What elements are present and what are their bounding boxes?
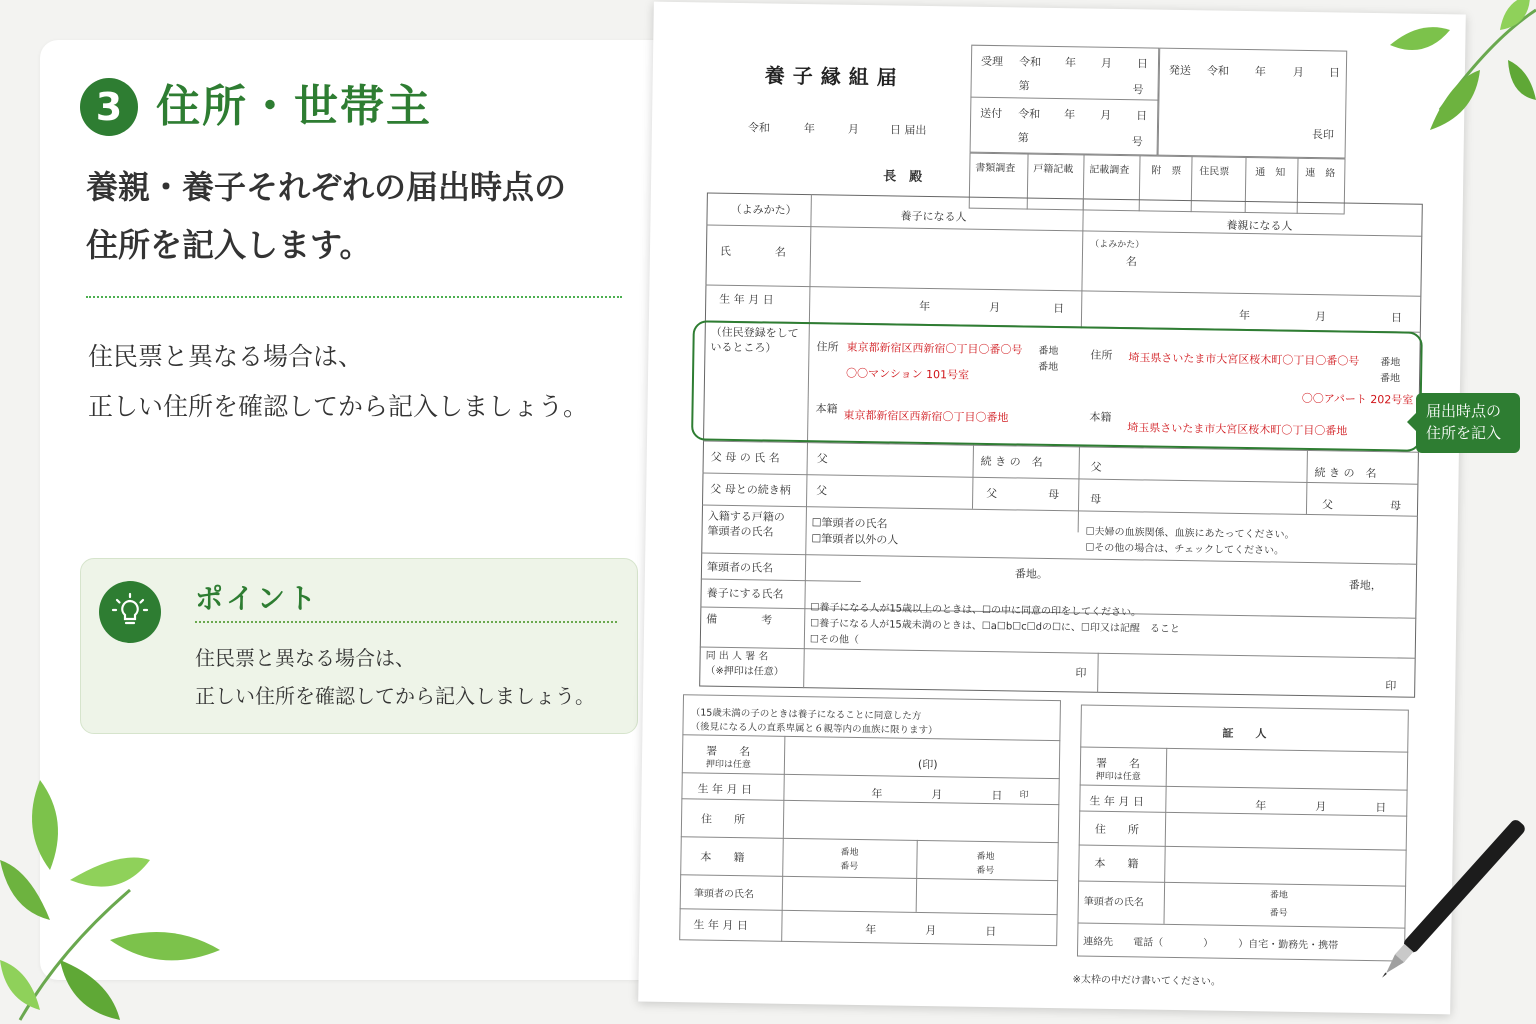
header-adoptee: 養子になる人 xyxy=(900,209,967,224)
witness-birth-year: 年 xyxy=(1255,799,1267,813)
sub-line-2: 正しい住所を確認してから記入しましょう。 xyxy=(88,392,589,421)
addressee: 長 殿 xyxy=(883,169,923,185)
adopter-mei: 名 xyxy=(1125,255,1137,269)
receipt-month: 月 xyxy=(1100,56,1113,70)
adoptee-birth-month: 月 xyxy=(989,300,1001,315)
witness-signature-note: 押印は任意 xyxy=(1095,771,1141,783)
sub-text xyxy=(88,332,588,432)
label-head-name: 筆頭者の氏名 xyxy=(706,560,774,575)
witness-title: 証 人 xyxy=(1222,726,1267,741)
adopter-address-label: 住所 xyxy=(1090,348,1113,362)
consent-banchi-2: 番地 xyxy=(976,851,995,863)
check-col-2: 記載調査 xyxy=(1089,164,1130,177)
entry-check-right-1: ☐その他の場合は、チェックしてください。 xyxy=(1085,542,1285,557)
label-remarks: 備 考 xyxy=(706,612,773,627)
date-day-filed: 日 届出 xyxy=(889,123,927,137)
remarks-line-0: ☐養子になる人が15歳以上のときは、☐の中に同意の印をしてください。 xyxy=(810,602,1142,619)
label-parents: 父 母 の 氏 名 xyxy=(710,450,780,465)
check-col-6: 連 絡 xyxy=(1305,167,1336,180)
label-yomikata: （よみかた） xyxy=(730,202,797,217)
label-entry-head: 入籍する戸籍の 筆頭者の氏名 xyxy=(707,509,785,539)
consent-birth-month: 月 xyxy=(931,788,943,802)
leaf-decoration-top-icon xyxy=(1380,0,1536,150)
adopter-father: 父 xyxy=(1090,460,1102,474)
adopter-honseki: 埼玉県さいたま市大宮区桜木町〇丁目〇番地 xyxy=(1127,421,1348,438)
date-month: 月 xyxy=(847,122,860,136)
adopter-birth-month: 月 xyxy=(1314,310,1327,324)
consent-signature: 署 名 xyxy=(706,744,751,759)
label-adoptee-name: 養子にする氏名 xyxy=(706,586,784,601)
sent-go: 号 xyxy=(1131,135,1143,149)
adopter-banchi2: 番地 xyxy=(1379,373,1401,385)
form-title: 養子縁組届 xyxy=(764,63,905,90)
label-parent-relation: 父 母との続き柄 xyxy=(710,482,791,497)
consent-seal-small: 印 xyxy=(1019,790,1029,801)
adoptee-banchi: 番地 xyxy=(1038,345,1059,358)
head-banchi-adopter: 番地， xyxy=(1348,578,1382,593)
check-col-4: 住民票 xyxy=(1199,166,1230,178)
send-out-day: 日 xyxy=(1328,66,1340,80)
adopter-honseki-label: 本籍 xyxy=(1089,410,1112,424)
adopter-rel-m: 母 xyxy=(1389,499,1402,513)
adoption-form-paper xyxy=(638,2,1466,1015)
adopter-yomikata: （よみかた） xyxy=(1090,239,1145,251)
send-out-label: 発送 xyxy=(1168,63,1191,78)
witness-bango: 番号 xyxy=(1269,908,1288,919)
adoptee-birth-year: 年 xyxy=(919,299,931,314)
adopter-rel-f: 父 xyxy=(1321,498,1334,512)
entry-check-0: ☐筆頭者の氏名 xyxy=(811,516,888,531)
lightbulb-icon xyxy=(99,581,161,643)
adoptee-rel-m: 母 xyxy=(1048,487,1060,502)
sent-no: 第 xyxy=(1017,131,1029,145)
sub-line-1: 住民票と異なる場合は、 xyxy=(88,342,364,371)
sent-year: 年 xyxy=(1064,108,1076,122)
adopter-birth-year: 年 xyxy=(1238,308,1251,323)
witness-contact: 連絡先 xyxy=(1083,936,1114,949)
date-era: 令和 xyxy=(747,121,771,135)
adopter-banchi: 番地 xyxy=(1380,357,1401,369)
witness-birth-day: 日 xyxy=(1375,801,1387,815)
consent-address: 住 所 xyxy=(700,812,746,827)
receipt-reiwa: 令和 xyxy=(1018,55,1042,69)
check-col-5: 通 知 xyxy=(1255,167,1286,179)
step-number-badge: 3 xyxy=(80,78,138,136)
point-text xyxy=(195,639,595,715)
consent-birth-2: 生 年 月 日 xyxy=(693,918,749,933)
check-col-3: 附 票 xyxy=(1151,165,1182,177)
adoptee-birth-day: 日 xyxy=(1053,301,1065,316)
adoptee-father: 父 xyxy=(816,452,828,466)
witness-head: 筆頭者の氏名 xyxy=(1083,896,1144,909)
sent-day: 日 xyxy=(1136,109,1148,123)
consent-seal-mark: (印) xyxy=(917,757,938,772)
point-line-1: 住民票と異なる場合は、 xyxy=(195,646,415,670)
label-birth: 生 年 月 日 xyxy=(719,292,774,307)
consent-head: 筆頭者の氏名 xyxy=(693,888,754,901)
adoptee-relation: 続 き の 名 xyxy=(980,454,1043,469)
consent-birth2-month: 月 xyxy=(925,924,937,938)
callout-line-1: 届出時点の xyxy=(1426,402,1502,420)
point-box xyxy=(80,558,638,734)
point-divider xyxy=(195,621,617,623)
adopter-relation: 続 き の 名 xyxy=(1314,466,1377,481)
consent-banchi-1: 番地 xyxy=(840,847,859,859)
head-banchi-adoptee: 番地。 xyxy=(1014,567,1049,581)
leaf-decoration-bottom-icon xyxy=(0,780,230,1024)
callout-line-2: 住所を記入 xyxy=(1426,424,1502,442)
point-line-2: 正しい住所を確認してから記入しましょう。 xyxy=(195,684,595,708)
send-out-month: 月 xyxy=(1292,65,1304,79)
address-callout xyxy=(1416,393,1520,453)
witness-banchi: 番地 xyxy=(1269,890,1289,901)
adoptee-rel-f: 父 xyxy=(986,486,998,501)
entry-check-right-0: ☐夫婦の血族関係、血族にあたってください。 xyxy=(1085,526,1295,541)
point-title: ポイント xyxy=(195,582,320,615)
lead-text xyxy=(86,158,566,274)
consent-birth-day: 日 xyxy=(991,789,1003,803)
lead-line-2: 住所を記入します。 xyxy=(86,226,372,264)
label-signature: 同 出 人 署 名 （※押印は任意） xyxy=(705,650,784,678)
consent-birth: 生 年 月 日 xyxy=(697,782,753,797)
lead-line-1: 養親・養子それぞれの届出時点の xyxy=(86,168,567,206)
adopter-seal: 印 xyxy=(1385,679,1397,693)
adopter-rel-mother: 母 xyxy=(1090,492,1102,506)
adoptee-honseki: 東京都新宿区西新宿〇丁目〇番地 xyxy=(843,408,1009,425)
sent-reiwa: 令和 xyxy=(1018,107,1041,121)
adopter-address-line1: 埼玉県さいたま市大宮区桜木町〇丁目〇番〇号 xyxy=(1128,351,1360,368)
receipt-received: 受理 xyxy=(980,54,1004,69)
consent-birth2-day: 日 xyxy=(985,925,997,939)
witness-phone: 電話（ ） ）自宅・勤務先・携帯 xyxy=(1133,937,1339,952)
consent-bango-2: 番号 xyxy=(976,865,995,877)
remarks-line-2: ☐その他（ xyxy=(809,634,859,646)
receipt-year: 年 xyxy=(1064,56,1077,70)
step-title: 住所・世帯主 xyxy=(156,81,432,132)
adopter-birth-day: 日 xyxy=(1390,311,1403,325)
address-highlight-box xyxy=(691,320,1423,451)
adoptee-address-label: 住所 xyxy=(816,340,839,354)
label-address: （住民登録をして いるところ） xyxy=(710,325,799,355)
receipt-no: 第 xyxy=(1018,79,1030,93)
consent-signature-note: 押印は任意 xyxy=(705,759,752,771)
date-year: 年 xyxy=(803,122,816,136)
receipt-go: 号 xyxy=(1132,83,1144,97)
consent-honseki: 本 籍 xyxy=(700,850,745,865)
chief-seal: 長印 xyxy=(1311,128,1334,142)
label-name: 氏 名 xyxy=(719,244,787,259)
form-footer: ※太枠の中だけ書いてください。 xyxy=(1072,974,1222,988)
witness-address: 住 所 xyxy=(1094,822,1140,837)
adoptee-address-line2: 〇〇マンション 101号室 xyxy=(845,366,970,382)
pen-icon xyxy=(1350,810,1536,1010)
adopter-address-line2: 〇〇アパート 202号室 xyxy=(1301,391,1414,407)
adoptee-rel-father: 父 xyxy=(816,484,828,498)
header-adopter: 養親になる人 xyxy=(1226,218,1293,233)
witness-honseki: 本 籍 xyxy=(1094,856,1139,871)
check-col-1: 戸籍記載 xyxy=(1033,163,1074,176)
remarks-line-1: ☐養子になる人が15歳未満のときは、☐a☐b☐c☐dの☐に、☐印又は記醒 ること xyxy=(810,618,1181,636)
consent-bango-1: 番号 xyxy=(840,861,859,873)
adoptee-honseki-label: 本籍 xyxy=(815,402,838,416)
send-out-year: 年 xyxy=(1254,65,1266,79)
consent-note-2: （後見になる人の直系卑属と６親等内の血族に限ります） xyxy=(690,721,938,737)
entry-check-1: ☐筆頭者以外の人 xyxy=(811,532,899,547)
adoptee-banchi2: 番地 xyxy=(1038,361,1059,374)
consent-birth-year: 年 xyxy=(871,787,883,801)
witness-birth: 生 年 月 日 xyxy=(1089,794,1144,809)
adoptee-seal: 印 xyxy=(1075,666,1087,680)
consent-note-1: （15歳未満の子のときは養子になることに同意した方 xyxy=(690,707,922,722)
sent-month: 月 xyxy=(1100,108,1112,122)
consent-birth2-year: 年 xyxy=(865,923,877,937)
send-out-reiwa: 令和 xyxy=(1206,64,1229,78)
dotted-divider xyxy=(86,296,622,298)
receipt-sent: 送付 xyxy=(980,106,1003,121)
receipt-day: 日 xyxy=(1136,57,1149,71)
adoptee-address-line1: 東京都新宿区西新宿〇丁目〇番〇号 xyxy=(846,340,1023,357)
check-col-0: 書類調査 xyxy=(975,162,1016,175)
witness-signature: 署 名 xyxy=(1095,756,1141,771)
witness-birth-month: 月 xyxy=(1315,800,1327,814)
